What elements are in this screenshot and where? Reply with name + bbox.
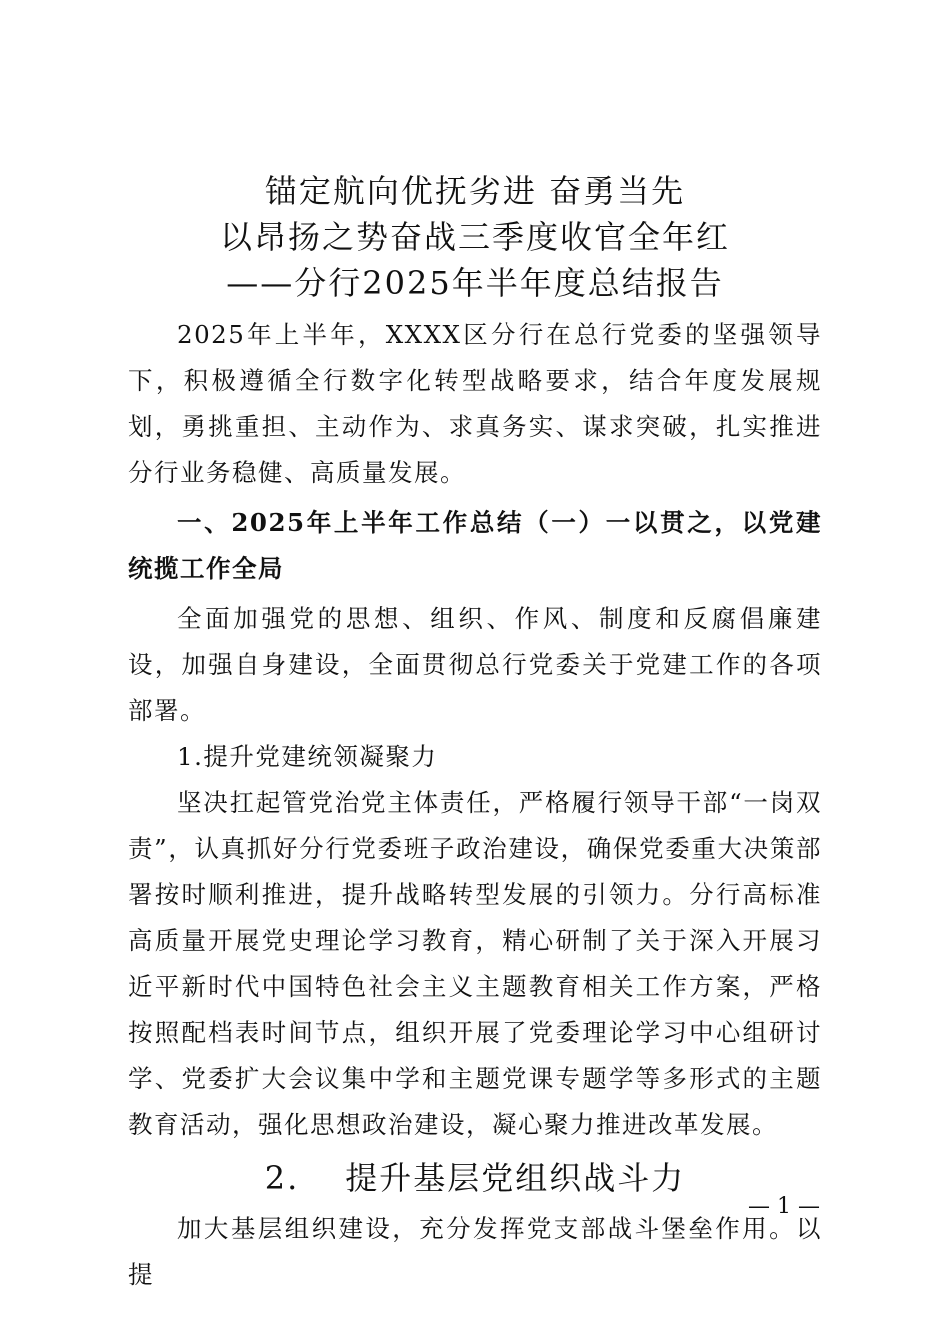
- intro-paragraph: 2025年上半年，XXXX区分行在总行党委的坚强领导下，积极遵循全行数字化转型战略要求，结合年度发展规划，勇挑重担、主动作为、求真务实、谋求突破，扎实推进分行业务稳健、高质量发展。: [128, 320, 822, 487]
- document-title: [128, 168, 822, 306]
- item-2-number: 2.: [264, 1159, 300, 1197]
- section-1-paragraph: 全面加强党的思想、组织、作风、制度和反腐倡廉建设，加强自身建设，全面贯彻总行党委关于党建工作的各项部署。: [128, 604, 822, 725]
- section-1-heading: 一、2025年上半年工作总结（一）一以贯之，以党建统揽工作全局: [128, 508, 822, 583]
- item-2-paragraph: 加大基层组织建设，充分发挥党支部战斗堡垒作用。以提: [128, 1214, 822, 1289]
- title-line-2: 以昂扬之势奋战三季度收官全年红: [219, 218, 730, 256]
- item-1-paragraph: 坚决扛起管党治党主体责任，严格履行领导干部“一岗双责”，认真抓好分行党委班子政治建设，确保党委重大决策部署按时顺利推进，提升战略转型发展的引领力。分行高标准高质量开展党史理论学习教育，精心研制了关于深入开展习近平新时代中国特色社会主义主题教育相关工作方案，严格按照配档表时间节点，组织开展了党委理论学习中心组研讨学、党委扩大会议集中学和主题党课专题学等多形式的主题教育活动，强化思想政治建设，凝心聚力推进改革发展。: [128, 788, 822, 1139]
- item-1-heading: 1.提升党建统领凝聚力: [177, 742, 438, 771]
- page-number: — 1 —: [748, 1194, 820, 1219]
- title-line-3: ——分行2025年半年度总结报告: [226, 264, 724, 302]
- item-2-heading: [128, 1150, 822, 1206]
- item-2-title: 提升基层党组织战斗力: [345, 1159, 686, 1197]
- title-line-1: 锚定航向优抚劣进 奋勇当先: [264, 172, 686, 210]
- document-body: [128, 312, 822, 1298]
